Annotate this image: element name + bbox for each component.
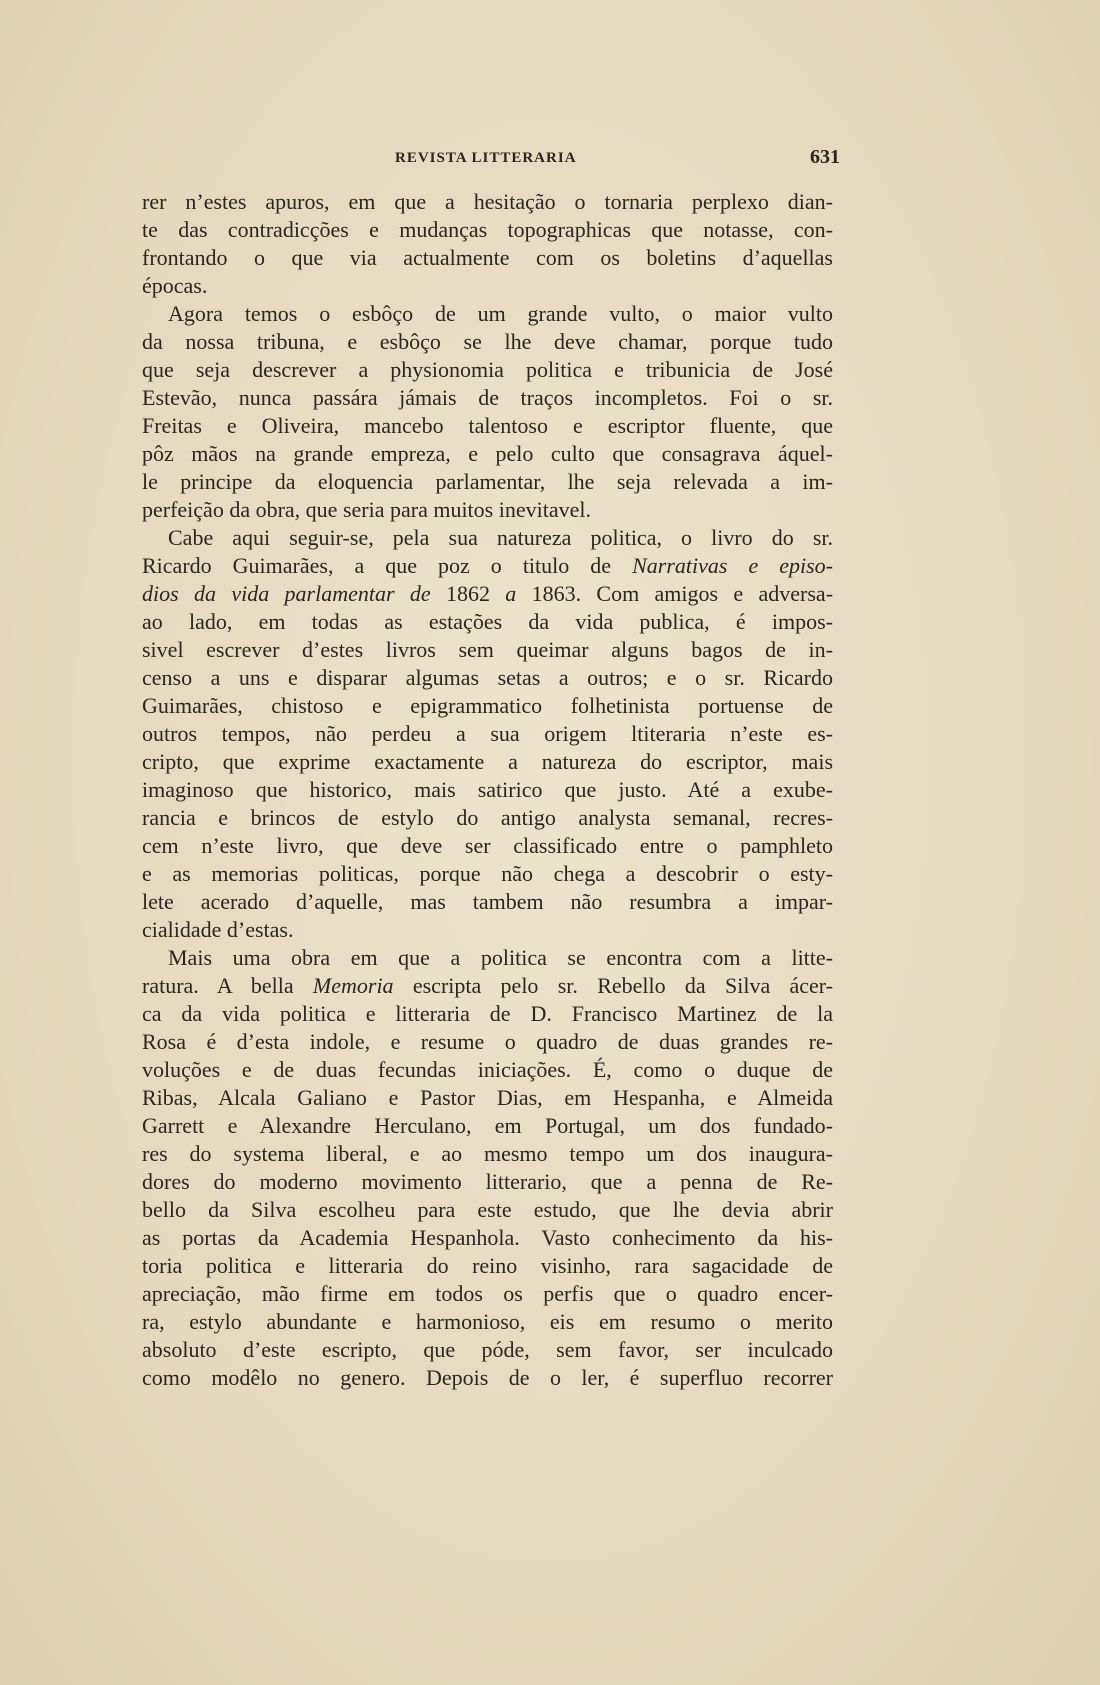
text-segment: Ricardo Guimarães, a que poz o titulo de bbox=[142, 553, 612, 578]
paragraph-start: Agora temos o esbôço de um grande vulto, o maior vulto bbox=[168, 301, 833, 326]
text-line: rancia e brincos de estylo do antigo analysta semanal, recres- bbox=[142, 805, 833, 830]
text-segment: escripta pelo sr. Rebello da Silva ácer- bbox=[412, 973, 834, 998]
text-line: bello da Silva escolheu para este estudo, que lhe devia abrir bbox=[142, 1197, 833, 1222]
text-line: Freitas e Oliveira, mancebo talentoso e escriptor fluente, que bbox=[142, 413, 833, 438]
book-title-italic: Narrativas e episo- bbox=[632, 553, 833, 578]
text-line-with-title bbox=[142, 972, 833, 1000]
text-line: outros tempos, não perdeu a sua origem ltiteraria n’este es- bbox=[142, 721, 833, 746]
text-line: ra, estylo abundante e harmonioso, eis em resumo o merito bbox=[142, 1309, 833, 1334]
text-line: Rosa é d’esta indole, e resume o quadro de duas grandes re- bbox=[142, 1029, 833, 1054]
paragraph-start: Cabe aqui seguir-se, pela sua natureza politica, o livro do sr. bbox=[168, 525, 833, 550]
text-line: absoluto d’este escripto, que póde, sem favor, ser inculcado bbox=[142, 1337, 833, 1362]
text-line-with-title bbox=[142, 552, 833, 580]
text-segment: ratura. A bella bbox=[142, 973, 294, 998]
text-line: te das contradicções e mudanças topographicas que notasse, con- bbox=[142, 217, 833, 242]
text-line: cem n’este livro, que deve ser classificado entre o pamphleto bbox=[142, 833, 833, 858]
memoria-title-italic: Memoria bbox=[312, 973, 394, 998]
year-1: 1862 bbox=[445, 581, 490, 606]
text-line: Garrett e Alexandre Herculano, em Portugal, um dos fundado- bbox=[142, 1113, 833, 1138]
text-line: as portas da Academia Hespanhola. Vasto conhecimento da his- bbox=[142, 1225, 833, 1250]
text-line: e as memorias politicas, porque não chega a descobrir o esty- bbox=[142, 861, 833, 886]
text-line: Guimarães, chistoso e epigrammatico folhetinista portuense de bbox=[142, 693, 833, 718]
text-line-with-title bbox=[142, 580, 833, 608]
text-line: épocas. bbox=[142, 273, 208, 298]
text-line: res do systema liberal, e ao mesmo tempo um dos inaugura- bbox=[142, 1141, 833, 1166]
text-line: voluções e de duas fecundas iniciações. É, como o duque de bbox=[142, 1057, 833, 1082]
text-line: que seja descrever a physionomia politica e tribunicia de José bbox=[142, 357, 833, 382]
text-line: le principe da eloquencia parlamentar, lhe seja relevada a im- bbox=[142, 469, 833, 494]
text-line: Ribas, Alcala Galiano e Pastor Dias, em Hespanha, e Almeida bbox=[142, 1085, 833, 1110]
book-title-italic: dios da vida parlamentar de bbox=[142, 581, 431, 606]
text-line: ca da vida politica e litteraria de D. Francisco Martinez de la bbox=[142, 1001, 833, 1026]
text-line: apreciação, mão firme em todos os perfis que o quadro encer- bbox=[142, 1281, 833, 1306]
text-line: toria politica e litteraria do reino visinho, rara sagacidade de bbox=[142, 1253, 833, 1278]
text-line: pôz mãos na grande empreza, e pelo culto que consagrava áquel- bbox=[142, 441, 833, 466]
running-title: REVISTA LITTERARIA bbox=[395, 150, 577, 166]
page-number: 631 bbox=[810, 146, 840, 168]
text-line: frontando o que via actualmente com os boletins d’aquellas bbox=[142, 245, 833, 270]
text-line: rer n’estes apuros, em que a hesitação o tornaria perplexo dian- bbox=[142, 189, 833, 214]
text-segment: 1863. Com amigos e adversa- bbox=[531, 581, 834, 606]
text-line: lete acerado d’aquelle, mas tambem não resumbra a impar- bbox=[142, 889, 833, 914]
text-line: sivel escrever d’estes livros sem queimar alguns bagos de in- bbox=[142, 637, 833, 662]
italic-a: a bbox=[505, 581, 517, 606]
text-line: como modêlo no genero. Depois de o ler, é superfluo recorrer bbox=[142, 1365, 833, 1390]
paragraph-start: Mais uma obra em que a politica se encontra com a litte- bbox=[168, 945, 833, 970]
text-line: cialidade d’estas. bbox=[142, 917, 294, 942]
page-header bbox=[140, 146, 840, 176]
text-line: cripto, que exprime exactamente a natureza do escriptor, mais bbox=[142, 749, 833, 774]
text-line: perfeição da obra, que seria para muitos inevitavel. bbox=[142, 497, 591, 522]
text-line: ao lado, em todas as estações da vida publica, é impos- bbox=[142, 609, 833, 634]
text-line: censo a uns e disparar algumas setas a outros; e o sr. Ricardo bbox=[142, 665, 833, 690]
text-line: imaginoso que historico, mais satirico que justo. Até a exube- bbox=[142, 777, 833, 802]
text-line: Estevão, nunca passára jámais de traços incompletos. Foi o sr. bbox=[142, 385, 833, 410]
text-line: da nossa tribuna, e esbôço se lhe deve chamar, porque tudo bbox=[142, 329, 833, 354]
body-text bbox=[142, 188, 833, 1392]
text-line: dores do moderno movimento litterario, que a penna de Re- bbox=[142, 1169, 833, 1194]
